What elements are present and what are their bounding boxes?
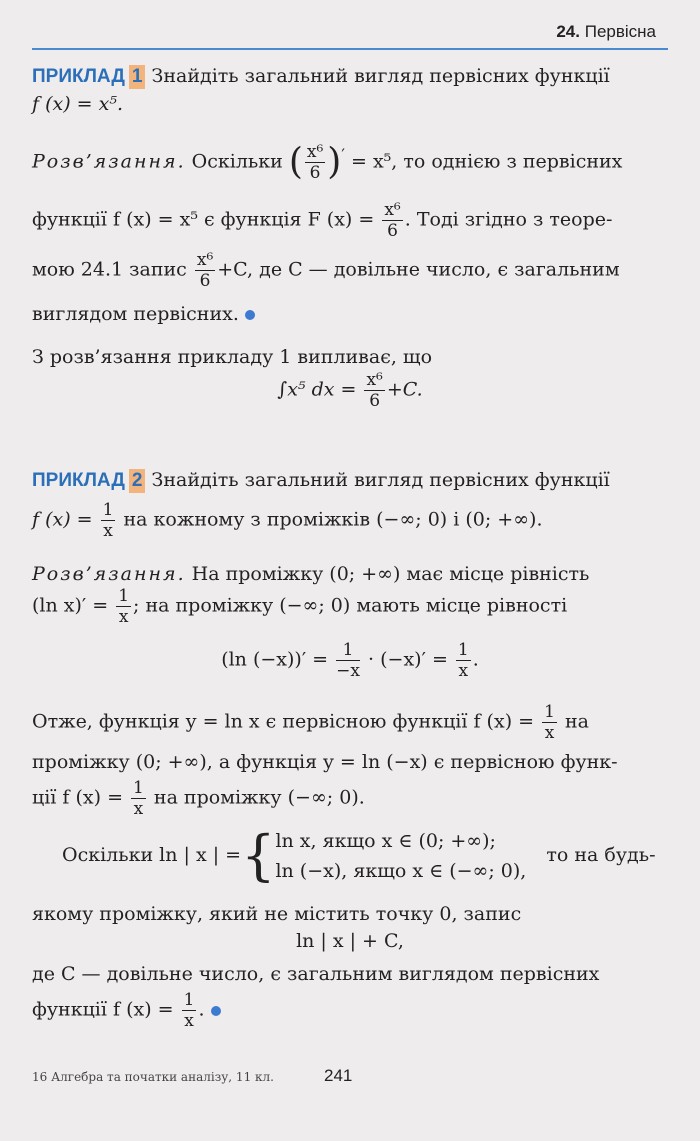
header-rule — [32, 48, 668, 50]
example2-heading: ПРИКЛАД 2 Знайдіть загальний вигляд первісних функції — [32, 469, 610, 491]
abs-definition: Оскільки ln | x | ={ln x, якщо x ∈ (0; +∞); ln (−x), якщо x ∈ (−∞; 0), то на будь- — [62, 824, 656, 887]
example1-sol-line4: виглядом первісних. — [32, 302, 660, 326]
example1-sol-line1: Розв’язання. Оскільки ( $\frac{\text{x⁶}}{6}$ )′ = x⁵, то однією з первісних — [32, 141, 623, 183]
end-marker-icon — [245, 310, 255, 320]
example1-func: f (x) = x⁵. — [32, 93, 123, 115]
follows-text: З розв’язання прикладу 1 випливає, що — [32, 346, 433, 368]
example2-then-line3: ції f (x) = $\frac{1}{x}$ на проміжку (−∞; 0). — [32, 778, 365, 819]
end-marker-icon — [211, 1006, 221, 1016]
page-number: 241 — [324, 1066, 353, 1085]
example2-then-line1: Отже, функція y = ln x є первісною функції f (x) = $\frac{1}{x}$ на — [32, 702, 589, 743]
example2-func: f (x) = $\frac{1}{x}$ на кожному з проміжків (−∞; 0) і (0; +∞). — [32, 500, 543, 541]
page-header — [0, 0, 700, 52]
example2-final2: функції f (x) = $\frac{1}{x}$ . — [32, 990, 660, 1031]
example2-sol-line1: Розв’язання. На проміжку (0; +∞) має місце рівність — [32, 563, 590, 585]
book-footer: 16 Алгебра та початки аналізу, 11 кл. — [32, 1070, 274, 1084]
example2-equation: (ln (−x))′ = $\frac{1}{-x}$ · (−x)′ = $\frac{1}{x}$ . — [221, 640, 479, 681]
integral-formula: ∫x⁵ dx = $\frac{\text{x⁶}}{6}$ +C. — [277, 370, 423, 411]
example2-any: якому проміжку, який не містить точку 0, запис — [32, 903, 522, 925]
example1-heading: ПРИКЛАД 1 Знайдіть загальний вигляд первісних функції — [32, 65, 610, 87]
example1-sol-line2: функції f (x) = x⁵ є функція F (x) = $\frac{\text{x⁶}}{6}$ . Тоді згідно з теоре- — [32, 200, 613, 241]
record-formula: ln | x | + C, — [296, 930, 404, 952]
example2-then-line2: проміжку (0; +∞), а функція y = ln (−x) є первісною функ- — [32, 751, 618, 773]
chapter-title: 24. Первісна — [556, 22, 656, 41]
example1-sol-line3: мою 24.1 запис $\frac{\text{x⁶}}{6}$ +C, де C — довільне число, є загальним — [32, 250, 620, 291]
example2-sol-line2: (ln x)′ = $\frac{1}{x}$ ; на проміжку (−∞; 0) мають місце рівності — [32, 586, 568, 627]
example2-final1: де C — довільне число, є загальним виглядом первісних — [32, 963, 600, 985]
